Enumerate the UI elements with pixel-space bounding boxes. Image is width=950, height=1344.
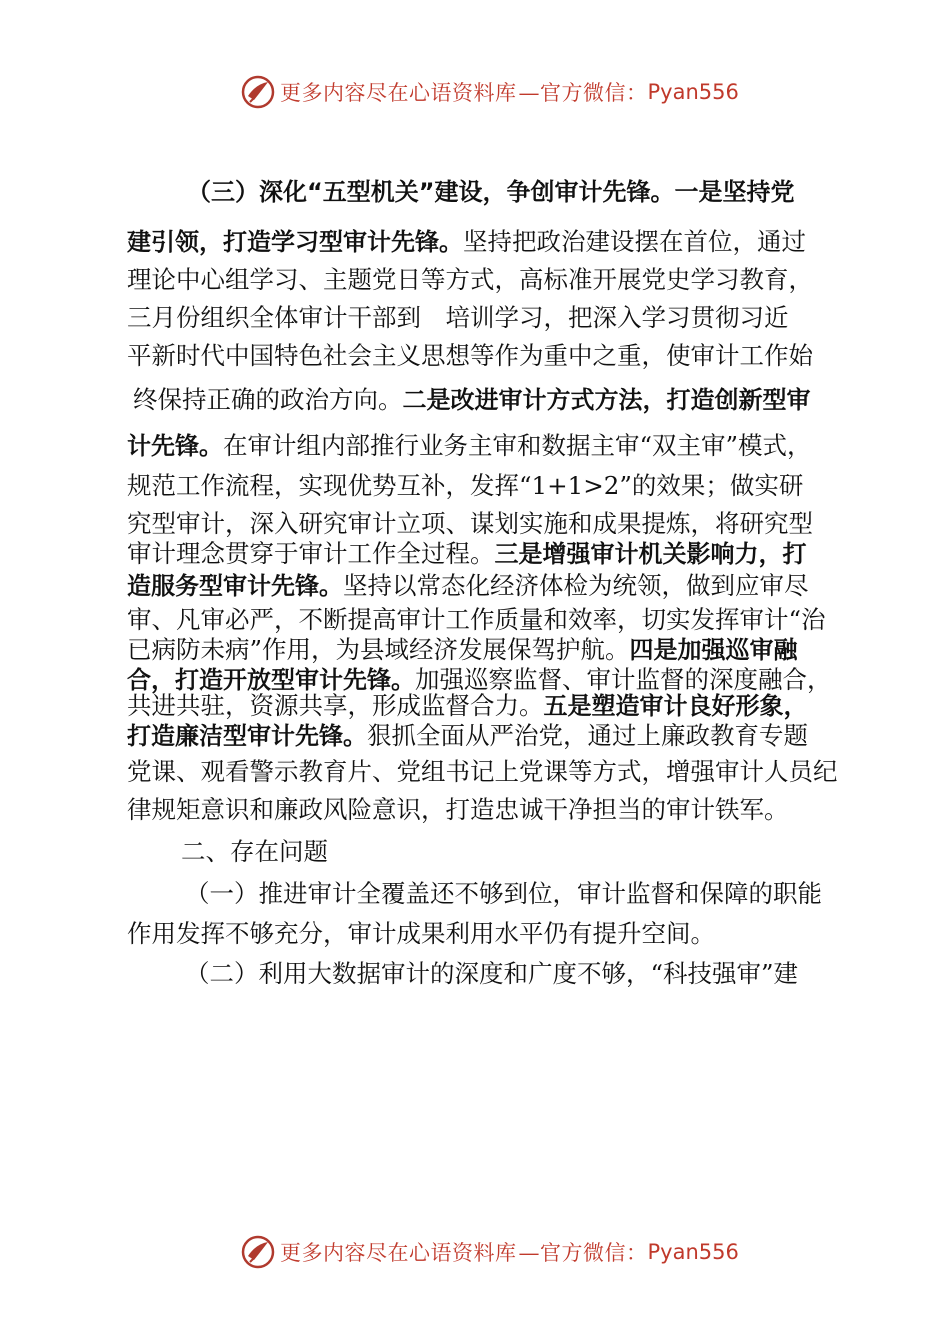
paragraph-line: 计先锋。在审计组内部推行业务主审和数据主审“双主审”模式， (127, 431, 812, 460)
watermark-right-text: —官方微信： (518, 81, 648, 105)
watermark-id-text: Pyan556 (647, 80, 739, 104)
paragraph-line: 建引领，打造学习型审计先锋。坚持把政治建设摆在首位，通过 (127, 227, 806, 256)
header-watermark (240, 72, 760, 112)
watermark-left-text: 更多内容尽在心语资料库 (280, 81, 517, 105)
paragraph-line: 终保持正确的政治方向。二是改进审计方式方法，打造创新型审 (133, 385, 811, 414)
watermark-id-text: Pyan556 (647, 1240, 739, 1264)
brush-logo-icon (240, 74, 276, 110)
issue-line: （二）利用大数据审计的深度和广度不够，“科技强审”建 (185, 959, 799, 988)
paragraph-line: 打造廉洁型审计先锋。狠抓全面从严治党，通过上廉政教育专题 (127, 721, 808, 750)
paragraph-line: 三月份组织全体审计干部到 培训学习，把深入学习贯彻习近 (127, 303, 789, 332)
paragraph-line: 审、凡审必严，不断提高审计工作质量和效率，切实发挥审计“治 (127, 605, 826, 634)
paragraph-line: 造服务型审计先锋。坚持以常态化经济体检为统领，做到应审尽 (127, 571, 809, 600)
watermark-left-text: 更多内容尽在心语资料库 (280, 1241, 517, 1265)
paragraph-line: 已病防未病”作用，为县域经济发展保驾护航。四是加强巡审融 (127, 635, 798, 664)
paragraph-line: 律规矩意识和廉政风险意识，打造忠诚干净担当的审计铁军。 (127, 795, 789, 824)
paragraph-line: 规范工作流程，实现优势互补，发挥“1+1>2”的效果；做实研 (127, 471, 804, 500)
paragraph-line: 平新时代中国特色社会主义思想等作为重中之重，使审计工作始 (127, 341, 813, 370)
brush-logo-icon (240, 1234, 276, 1270)
paragraph-line: 共进共驻，资源共享，形成监督合力。五是塑造审计良好形象， (127, 691, 808, 720)
section-heading: 二、存在问题 (181, 837, 328, 866)
paragraph-line: 理论中心组学习、主题党日等方式，高标准开展党史学习教育， (127, 265, 813, 294)
paragraph-line: （三）深化“五型机关”建设，争创审计先锋。一是坚持党 (187, 178, 795, 206)
paragraph-line: 审计理念贯穿于审计工作全过程。三是增强审计机关影响力，打 (127, 539, 807, 568)
paragraph-line: 党课、观看警示教育片、党组书记上党课等方式，增强审计人员纪 (127, 757, 838, 786)
issue-line: 作用发挥不够充分，审计成果利用水平仍有提升空间。 (127, 919, 715, 948)
issue-line: （一）推进审计全覆盖还不够到位，审计监督和保障的职能 (185, 879, 822, 908)
footer-watermark (240, 1232, 760, 1272)
paragraph-line: 究型审计，深入研究审计立项、谋划实施和成果提炼，将研究型 (127, 509, 813, 538)
paragraph-line: 合，打造开放型审计先锋。加强巡察监督、审计监督的深度融合， (127, 665, 832, 694)
watermark-right-text: —官方微信： (518, 1241, 648, 1265)
